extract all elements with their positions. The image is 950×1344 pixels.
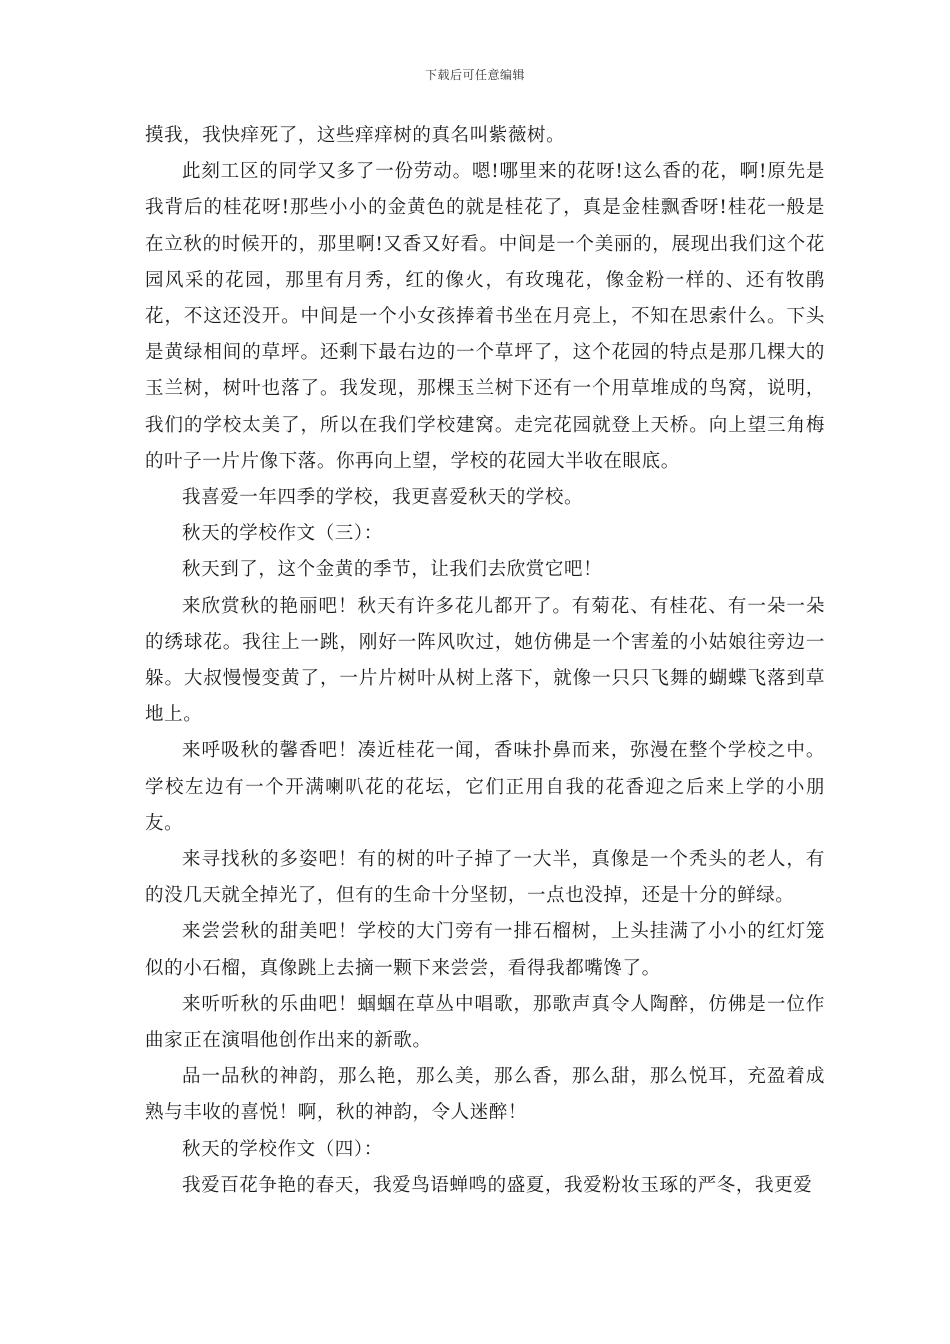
paragraph: 摸我，我快痒死了，这些痒痒树的真名叫紫薇树。 — [145, 125, 566, 146]
paragraph: 我喜爱一年四季的学校，我更喜爱秋天的学校。 — [182, 487, 584, 509]
paragraph: 来欣赏秋的艳丽吧！秋天有许多花儿都开了。有菊花、有桂花、有一朵一朵的绣球花。我往上一跳，刚好一阵风吹过，她仿佛是一个害羞的小姑娘往旁边一躲。大叔慢慢变黄了，一片片树叶从树上落下，就像一只只飞舞的蝴蝶飞落到草地上。 — [145, 595, 825, 726]
paragraph: 来听听秋的乐曲吧！蝈蝈在草丛中唱歌，那歌声真令人陶醉，仿佛是一位作曲家正在演唱他创作出来的新歌。 — [145, 993, 825, 1052]
paragraph: 秋天到了，这个金黄的季节，让我们去欣赏它吧！ — [182, 559, 603, 581]
paragraph: 我爱百花争艳的春天，我爱鸟语蝉鸣的盛夏，我爱粉妆玉琢的严冬，我更爱 — [182, 1174, 813, 1196]
section-heading: 秋天的学校作文（三）： — [182, 523, 383, 545]
article-body — [145, 118, 825, 1204]
paragraph: 来寻找秋的多姿吧！有的树的叶子掉了一大半，真像是一个秃头的老人，有的没几天就全掉光了，但有的生命十分坚韧，一点也没掉，还是十分的鲜绿。 — [145, 849, 825, 907]
paragraph: 此刻工区的同学又多了一份劳动。嗯!哪里来的花呀!这么香的花，啊!原先是我背后的桂花呀!那些小小的金黄色的就是桂花了，真是金桂飘香呀!桂花一般是在立秋的时候开的，那里啊!又香又好看。中间是一个美丽的，展现出我们这个花园风采的花园，那里有月秀，红的像火，有玫瑰花，像金粉一样的、还有牧鹃花，不这还没开。中间是一个小女孩捧着书坐在月亮上，不知在思索什么。下头是黄绿相间的草坪。还剩下最右边的一个草坪了，这个花园的特点是那几棵大的玉兰树，树叶也落了。我发现，那棵玉兰树下还有一个用草堆成的鸟窝，说明，我们的学校太美了，所以在我们学校建窝。走完花园就登上天桥。向上望三角梅的叶子一片片像下落。你再向上望，学校的花园大半收在眼底。 — [145, 161, 825, 472]
paragraph: 来呼吸秋的馨香吧！凑近桂花一闻，香味扑鼻而来，弥漫在整个学校之中。学校左边有一个开满喇叭花的花坛，它们正用自我的花香迎之后来上学的小朋友。 — [145, 740, 825, 834]
section-heading: 秋天的学校作文（四）： — [182, 1138, 383, 1160]
paragraph: 品一品秋的神韵，那么艳，那么美，那么香，那么甜，那么悦耳，充盈着成熟与丰收的喜悦！啊，秋的神韵，令人迷醉！ — [145, 1066, 825, 1124]
paragraph: 来尝尝秋的甜美吧！学校的大门旁有一排石榴树，上头挂满了小小的红灯笼似的小石榴，真像跳上去摘一颗下来尝尝，看得我都嘴馋了。 — [145, 921, 825, 979]
page-header-note: 下载后可任意编辑 — [424, 68, 525, 82]
